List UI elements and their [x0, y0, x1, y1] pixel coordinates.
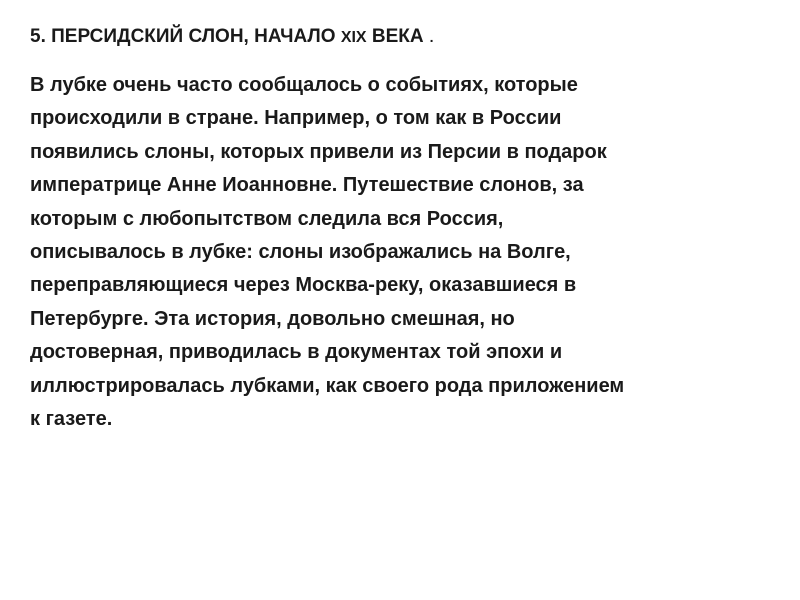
body-line: появились слоны, которых привели из Персии в подарок	[30, 140, 607, 163]
title-prefix: 5. ПЕРСИДСКИЙ СЛОН, НАЧАЛО	[30, 26, 341, 47]
title-trailing-dot: .	[429, 29, 434, 45]
title-suffix: ВЕКА	[366, 26, 424, 47]
title-century: XIX	[340, 29, 367, 46]
body-line: иллюстрировалась лубками, как своего рода приложением	[30, 374, 625, 397]
body-line: происходили в стране. Например, о том как в России	[30, 107, 562, 130]
body-line: достоверная, приводилась в документах той эпохи и	[30, 341, 563, 364]
body-line: переправляющиеся через Москва-реку, оказавшиеся в	[30, 274, 577, 297]
body-line: Петербурге. Эта история, довольно смешная, но	[30, 307, 515, 330]
body-paragraph	[30, 69, 775, 436]
body-line: императрице Анне Иоанновне. Путешествие слонов, за	[30, 174, 584, 197]
body-line: описывалось в лубке: слоны изображались на Волге,	[30, 241, 571, 264]
body-line: которым с любопытством следила вся Россия,	[30, 207, 504, 230]
body-line: В лубке очень часто сообщалось о событиях, которые	[30, 74, 578, 96]
body-line: к газете.	[30, 408, 113, 431]
slide-title	[30, 26, 434, 48]
